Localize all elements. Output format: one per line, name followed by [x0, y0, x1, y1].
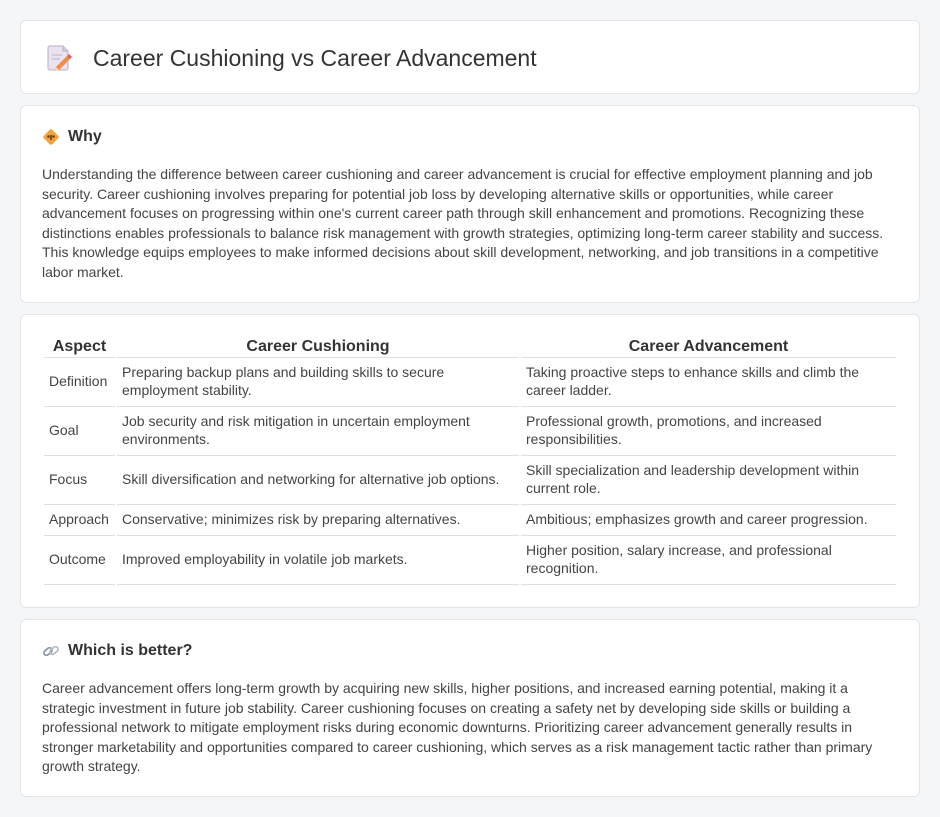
document-pencil-icon [47, 43, 73, 73]
aspect-cell: Approach [44, 505, 115, 536]
table-row [44, 505, 896, 536]
which-is-better-card [20, 619, 920, 797]
comparison-table [42, 336, 898, 585]
cushioning-cell: Conservative; minimizes risk by preparing alternatives. [117, 505, 519, 536]
header-card [20, 20, 920, 94]
cushioning-cell: Skill diversification and networking for alternative job options. [117, 456, 519, 505]
aspect-cell: Definition [44, 358, 115, 407]
advancement-cell: Taking proactive steps to enhance skills and climb the career ladder. [521, 358, 896, 407]
title-row [47, 43, 537, 73]
cushioning-cell: Improved employability in volatile job markets. [117, 536, 519, 585]
link-icon [42, 642, 60, 660]
aspect-cell: Goal [44, 407, 115, 456]
why-text: Understanding the difference between career cushioning and career advancement is crucial for effective employment planning and job security. Career cushioning involves preparing for potential job loss by developing alternative skills or opportunities, while career advancement focuses on progressing within one's current career path through skill enhancement and promotions. Recognizing these distinctions enables professionals to balance risk management with growth strategies, optimizing long-term career stability and success. This knowledge equips employees to make informed decisions about skill development, networking, and job transitions in a competitive labor market. [42, 166, 884, 280]
table-row [44, 407, 896, 456]
table-header-row [44, 336, 896, 358]
table-row [44, 536, 896, 585]
comparison-card [20, 314, 920, 608]
page-title: Career Cushioning vs Career Advancement [93, 44, 537, 71]
advancement-cell: Skill specialization and leadership development within current role. [521, 456, 896, 505]
diamond-sign-icon [42, 128, 60, 146]
table-row [44, 358, 896, 407]
why-heading [42, 128, 102, 146]
cushioning-cell: Job security and risk mitigation in uncertain employment environments. [117, 407, 519, 456]
header-aspect: Aspect [44, 336, 115, 358]
better-text: Career advancement offers long-term growth by acquiring new skills, higher positions, and increased earning potential, making it a strategic investment in future job stability. Career cushioning focuses on creating a safety net by developing side skills or building a professional network to mitigate employment risks during economic downturns. Prioritizing career advancement generally results in stronger marketability and opportunities compared to career cushioning, which serves as a risk management tactic rather than primary growth strategy. [42, 680, 873, 775]
cushioning-cell: Preparing backup plans and building skills to secure employment stability. [117, 358, 519, 407]
aspect-cell: Outcome [44, 536, 115, 585]
advancement-cell: Professional growth, promotions, and increased responsibilities. [521, 407, 896, 456]
advancement-cell: Ambitious; emphasizes growth and career progression. [521, 505, 896, 536]
advancement-cell: Higher position, salary increase, and professional recognition. [521, 536, 896, 585]
why-card [20, 105, 920, 303]
why-title: Why [68, 128, 102, 145]
aspect-cell: Focus [44, 456, 115, 505]
header-career-advancement: Career Advancement [521, 336, 896, 358]
better-heading [42, 642, 192, 660]
better-title: Which is better? [68, 642, 193, 659]
header-career-cushioning: Career Cushioning [117, 336, 519, 358]
table-row [44, 456, 896, 505]
